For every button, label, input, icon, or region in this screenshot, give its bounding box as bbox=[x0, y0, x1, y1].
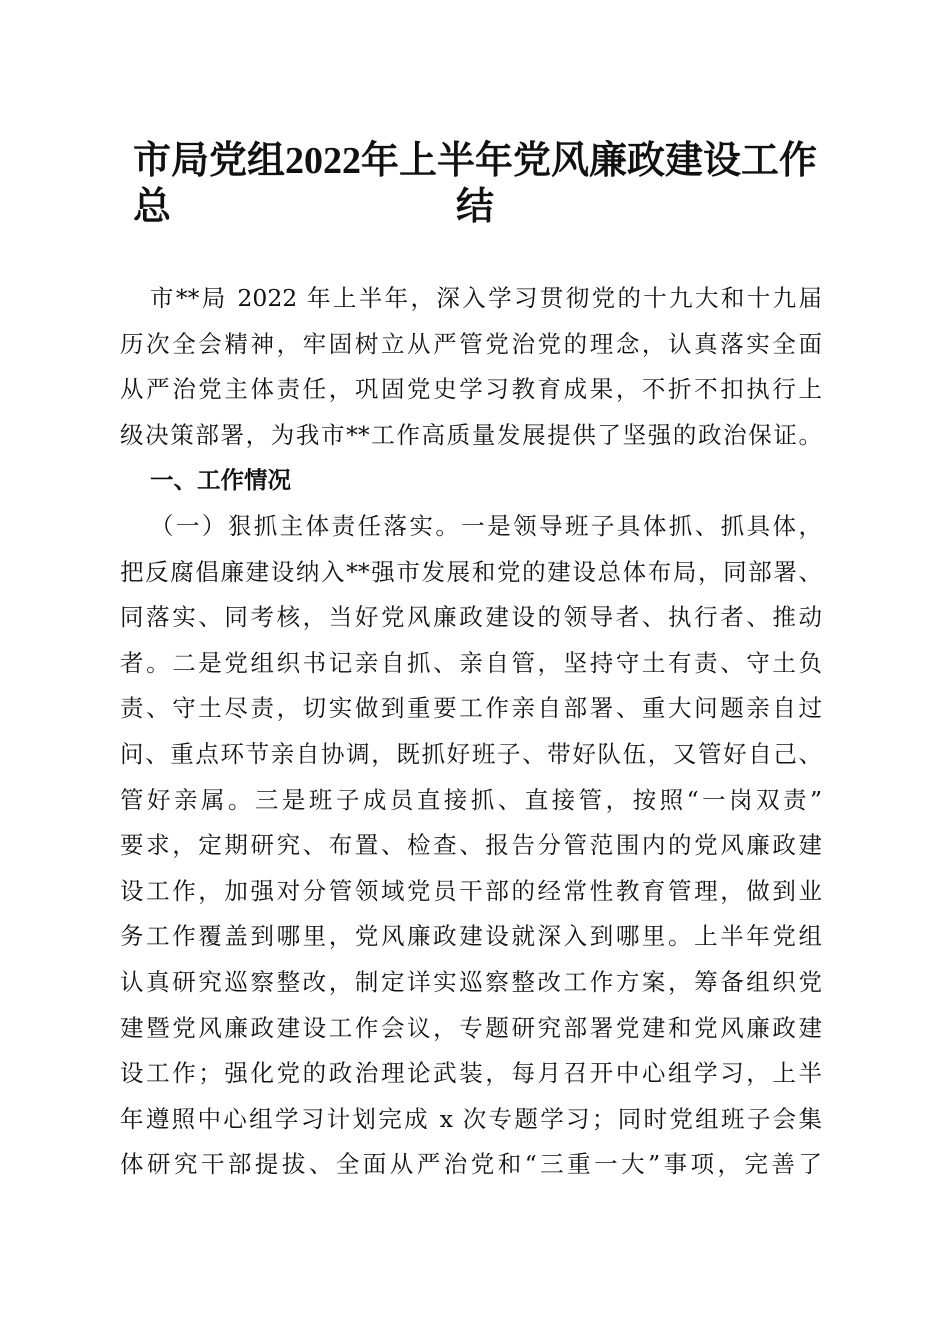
text-line: 历次全会精神，牢固树立从严管党治党的理念，认真落实全面 bbox=[120, 329, 822, 358]
text-line: 问、重点环节亲自协调，既抓好班子、带好队伍，又管好自己、 bbox=[120, 739, 822, 768]
text-line: 管好亲属。三是班子成员直接抓、直接管，按照“一岗双责” bbox=[120, 785, 822, 814]
document-title-line-2: 结 bbox=[455, 186, 494, 228]
document-title-line-1: 市局党组2022年上半年党风廉政建设工作总 bbox=[133, 140, 818, 228]
text-line: 同落实、同考核，当好党风廉政建设的领导者、执行者、推动 bbox=[120, 603, 822, 632]
text-line: 市**局 2022 年上半年，深入学习贯彻党的十九大和十九届 bbox=[150, 284, 822, 312]
document-body bbox=[120, 276, 822, 1188]
text-line: 务工作覆盖到哪里，党风廉政建设就深入到哪里。上半年党组 bbox=[120, 922, 822, 951]
text-line: （一）狠抓主体责任落实。一是领导班子具体抓、抓具体， bbox=[150, 511, 822, 540]
text-line: 从严治党主体责任，巩固党史学习教育成果，不折不扣执行上 bbox=[120, 375, 822, 404]
text-line: 把反腐倡廉建设纳入**强市发展和党的建设总体布局，同部署、 bbox=[120, 557, 822, 586]
text-line: 建暨党风廉政建设工作会议，专题研究部署党建和党风廉政建 bbox=[120, 1013, 822, 1042]
text-line: 年遵照中心组学习计划完成 x 次专题学习；同时党组班子会集 bbox=[120, 1104, 822, 1133]
text-line: 设工作，加强对分管领域党员干部的经常性教育管理，做到业 bbox=[120, 876, 822, 905]
text-line: 体研究干部提拔、全面从严治党和“三重一大”事项，完善了 bbox=[120, 1150, 822, 1179]
text-line: 者。二是党组织书记亲自抓、亲自管，坚持守土有责、守土负 bbox=[120, 648, 822, 677]
text-line: 认真研究巡察整改，制定详实巡察整改工作方案，筹备组织党 bbox=[120, 967, 822, 996]
text-line: 级决策部署，为我市**工作高质量发展提供了坚强的政治保证。 bbox=[120, 420, 822, 449]
text-line: 责、守土尽责，切实做到重要工作亲自部署、重大问题亲自过 bbox=[120, 694, 822, 723]
text-line: 要求，定期研究、布置、检查、报告分管范围内的党风廉政建 bbox=[120, 831, 822, 860]
text-line: 设工作；强化党的政治理论武装，每月召开中心组学习，上半 bbox=[120, 1059, 822, 1088]
section-heading: 一、工作情况 bbox=[150, 466, 291, 495]
